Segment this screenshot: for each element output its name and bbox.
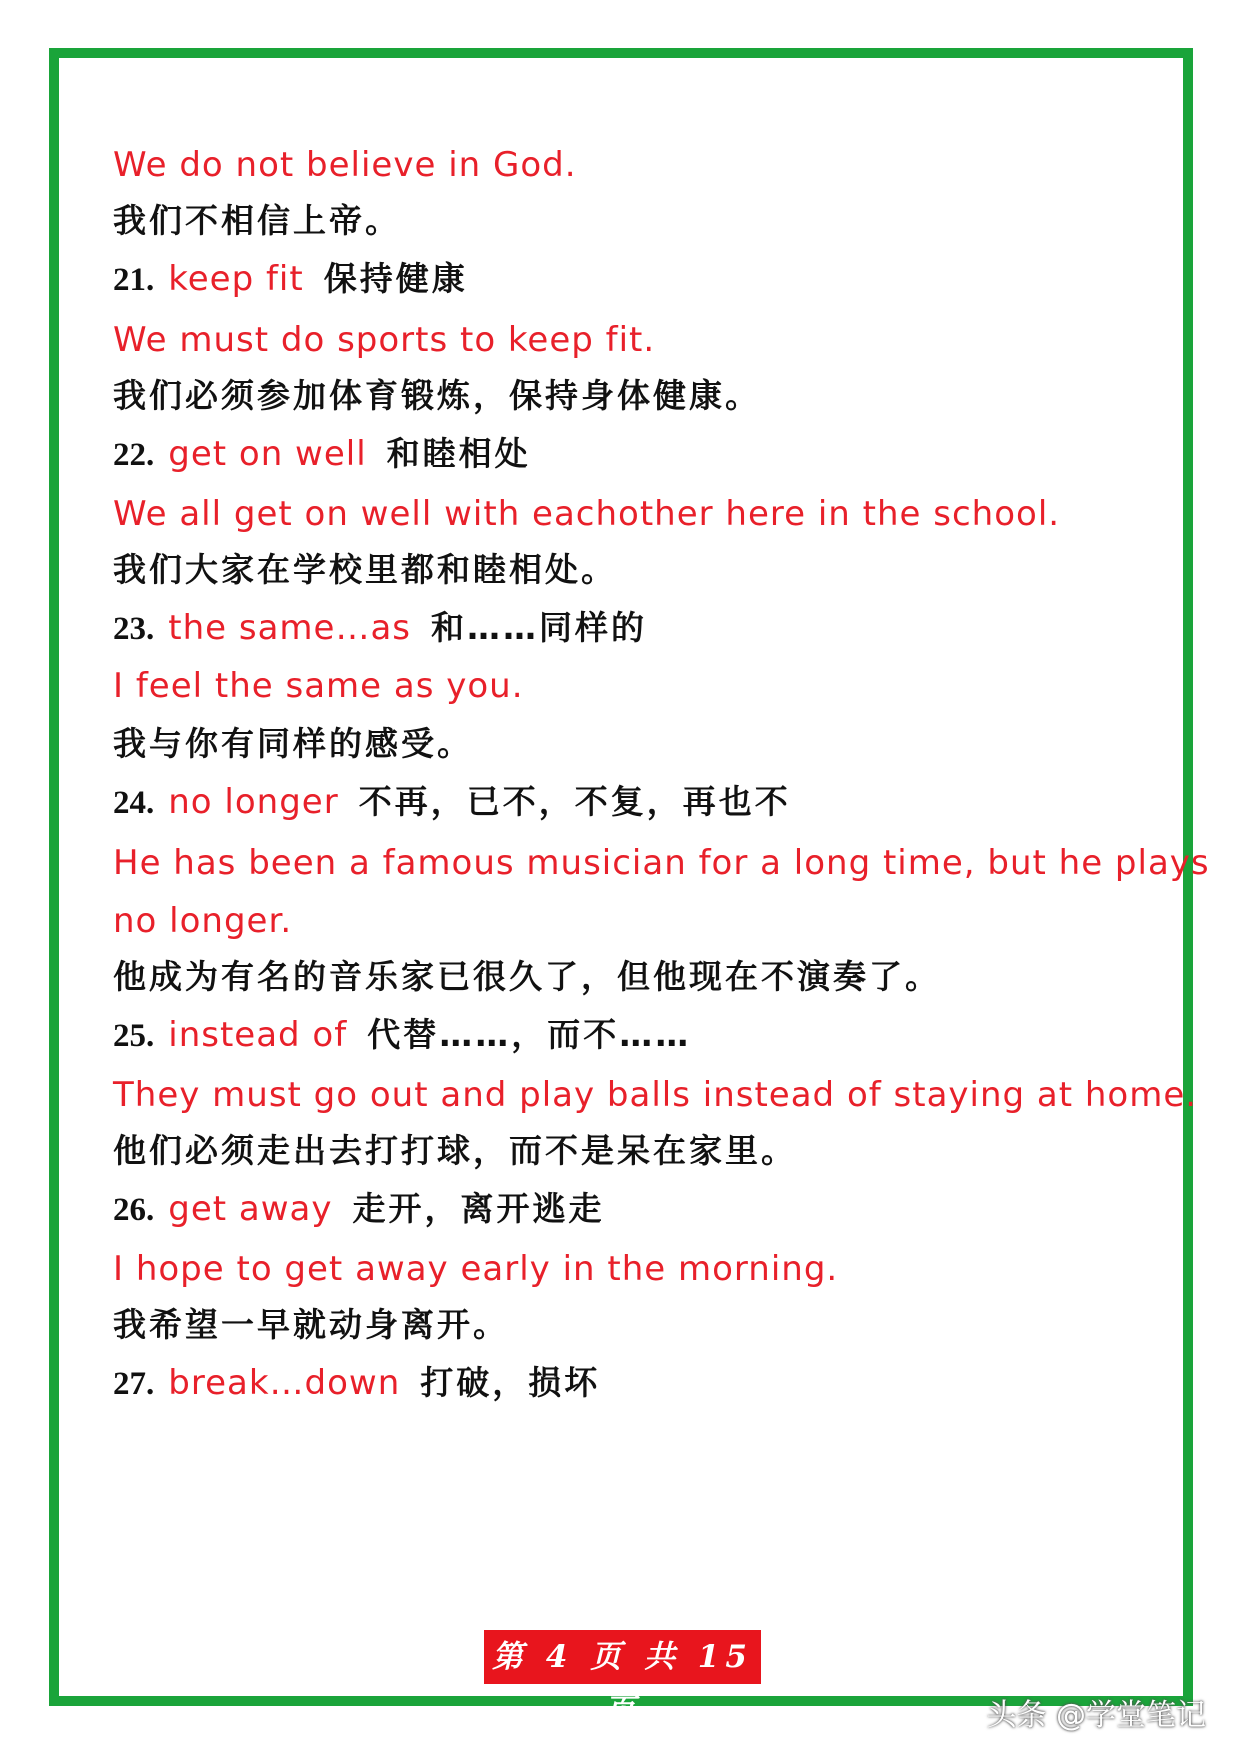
entry-term: break…down [168, 1363, 401, 1403]
entry-meaning: 不再，已不，不复，再也不 [358, 782, 791, 821]
source-watermark: 头条 @学堂笔记 [986, 1698, 1206, 1733]
entry-number: 22. [113, 437, 155, 473]
example-sentence-en: I feel the same as you. [113, 666, 524, 706]
entry-meaning: 代替……，而不…… [367, 1015, 692, 1054]
entry-term: instead of [168, 1015, 348, 1055]
example-sentence-en: We must do sports to keep fit. [113, 320, 656, 360]
entry-term: keep fit [168, 259, 304, 299]
vocab-entry-27 [113, 1363, 601, 1403]
entry-term: get on well [168, 434, 367, 474]
entry-meaning: 打破，损坏 [420, 1363, 601, 1402]
entry-term: no longer [168, 782, 339, 822]
example-sentence-zh: 我们必须参加体育锻炼，保持身体健康。 [113, 376, 761, 415]
entry-number: 25. [113, 1018, 155, 1054]
vocab-entry-22 [113, 434, 531, 474]
entry-term: get away [168, 1189, 333, 1229]
entry-number: 26. [113, 1192, 155, 1228]
page-number-badge: 第 4 页 共 15 页 [484, 1630, 761, 1684]
example-sentence-en: We do not believe in God. [113, 145, 577, 185]
example-sentence-en: They must go out and play balls instead of staying at home. [113, 1075, 1198, 1115]
example-sentence-en: He has been a famous musician for a long time, but he plays [113, 843, 1210, 883]
entry-number: 27. [113, 1366, 155, 1402]
example-sentence-zh: 他们必须走出去打打球，而不是呆在家里。 [113, 1131, 797, 1170]
vocab-entry-26 [113, 1189, 605, 1229]
example-sentence-en: I hope to get away early in the morning. [113, 1249, 839, 1289]
example-sentence-en-continued: no longer. [113, 901, 293, 941]
example-sentence-zh: 他成为有名的音乐家已很久了，但他现在不演奏了。 [113, 957, 941, 996]
entry-number: 21. [113, 262, 155, 298]
entry-meaning: 保持健康 [323, 259, 468, 298]
vocab-entry-24 [113, 782, 791, 822]
example-sentence-en: We all get on well with eachother here in the school. [113, 494, 1061, 534]
entry-meaning: 和睦相处 [386, 434, 531, 473]
entry-number: 23. [113, 611, 155, 647]
example-sentence-zh: 我们不相信上帝。 [113, 201, 401, 240]
vocab-entry-23 [113, 608, 647, 648]
example-sentence-zh: 我与你有同样的感受。 [113, 724, 473, 763]
example-sentence-zh: 我希望一早就动身离开。 [113, 1305, 509, 1344]
entry-term: the same…as [168, 608, 411, 648]
entry-meaning: 和……同样的 [431, 608, 647, 647]
vocab-entry-21 [113, 259, 468, 299]
example-sentence-zh: 我们大家在学校里都和睦相处。 [113, 550, 617, 589]
vocab-entry-25 [113, 1015, 692, 1055]
entry-meaning: 走开，离开逃走 [352, 1189, 605, 1228]
entry-number: 24. [113, 785, 155, 821]
